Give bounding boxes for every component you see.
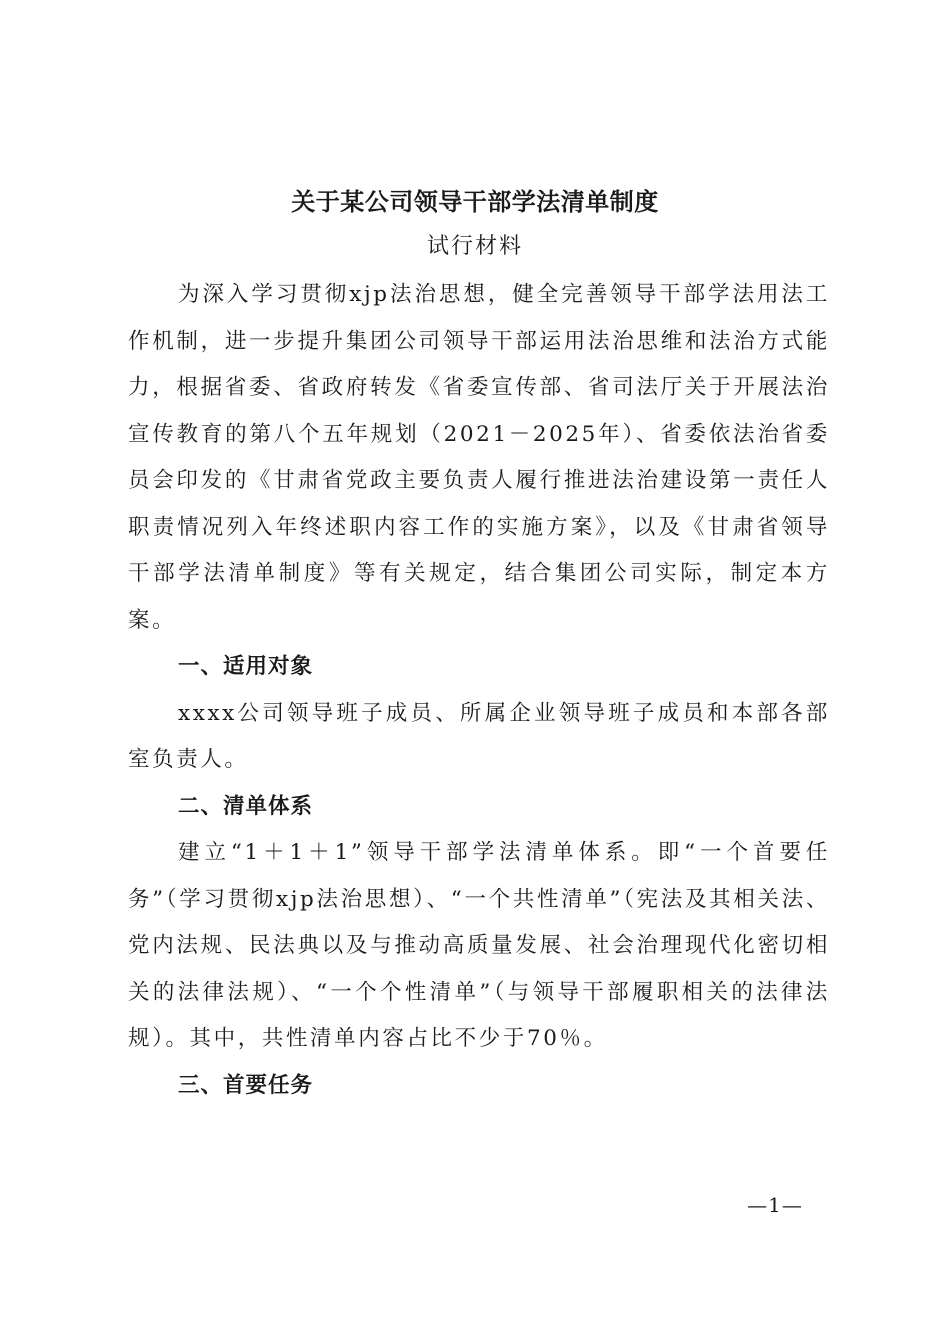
- scope-paragraph: xxxx公司领导班子成员、所属企业领导班子成员和本部各部室负责人。: [128, 700, 830, 772]
- system-paragraph: 建立“1＋1＋1”领导干部学法清单体系。即“一个首要任务”（学习贯彻xjp法治思想）、“一个共性清单”（宪法及其相关法、党内法规、民法典以及与推动高质量发展、社会治理现代化密切相关的法律法规）、“一个个性清单”（与领导干部履职相关的法律法规）。其中，共性清单内容占比不少于70％。: [128, 840, 830, 1051]
- document-body: [128, 272, 830, 1109]
- section-heading-scope: 一、适用对象: [178, 654, 314, 679]
- page-number: —1—: [747, 1193, 803, 1217]
- section-heading-system: 二、清单体系: [178, 793, 314, 819]
- document-title: 关于某公司领导干部学法清单制度: [291, 187, 659, 216]
- section-heading-primary-task: 三、首要任务: [178, 1072, 314, 1098]
- document-subtitle: 试行材料: [426, 234, 523, 259]
- intro-paragraph: 为深入学习贯彻xjp法治思想，健全完善领导干部学法用法工作机制，进一步提升集团公司领导干部运用法治思维和法治方式能力，根据省委、省政府转发《省委宣传部、省司法厅关于开展法治宣传教育的第八个五年规划（2021－2025年）、省委依法治省委员会印发的《甘肃省党政主要负责人履行推进法治建设第一责任人职责情况列入年终述职内容工作的实施方案》，以及《甘肃省领导干部学法清单制度》等有关规定，结合集团公司实际，制定本方案。: [128, 282, 830, 633]
